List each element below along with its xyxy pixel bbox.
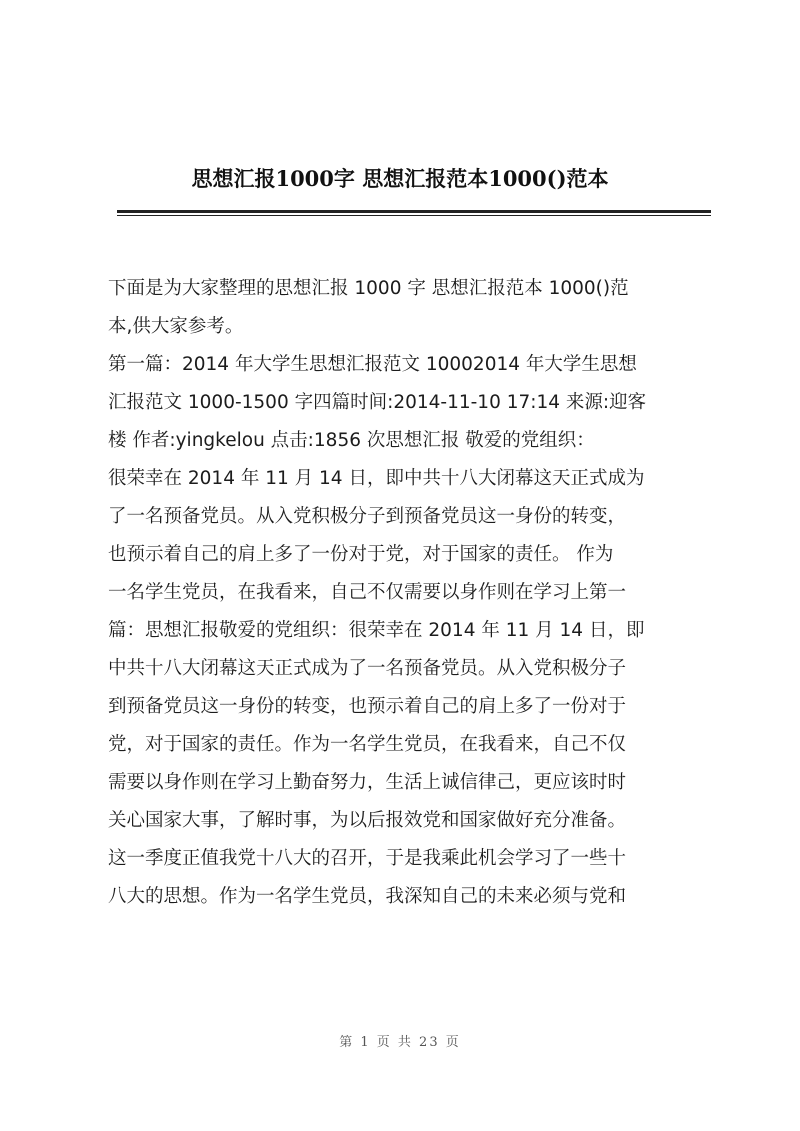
title-divider <box>117 210 711 216</box>
body-line: 到预备党员这一身份的转变，也预示着自己的肩上多了一份对于 <box>108 696 627 717</box>
body-line: 一名学生党员，在我看来，自己不仅需要以身作则在学习上第一 <box>108 582 627 603</box>
body-line: 这一季度正值我党十八大的召开，于是我乘此机会学习了一些十 <box>108 848 627 869</box>
body-line: 中共十八大闭幕这天正式成为了一名预备党员。从入党积极分子 <box>108 658 627 679</box>
body-line: 本,供大家参考。 <box>108 316 244 337</box>
body-line: 也预示着自己的肩上多了一份对于党，对于国家的责任。 作为 <box>108 544 614 565</box>
document-body <box>108 270 708 916</box>
body-line: 八大的思想。作为一名学生党员，我深知自己的未来必须与党和 <box>108 886 627 907</box>
page-number-footer: 第 1 页 共 23 页 <box>339 1035 461 1050</box>
body-line: 了一名预备党员。从入党积极分子到预备党员这一身份的转变， <box>108 506 627 527</box>
body-line: 党，对于国家的责任。作为一名学生党员，在我看来，自己不仅 <box>108 734 627 755</box>
page-title: 思想汇报1000字 思想汇报范本1000()范本 <box>191 166 609 191</box>
body-line: 第一篇：2014 年大学生思想汇报范文 10002014 年大学生思想 <box>108 354 637 375</box>
body-line: 篇：思想汇报敬爱的党组织：很荣幸在 2014 年 11 月 14 日，即 <box>108 620 645 641</box>
body-line: 关心国家大事，了解时事，为以后报效党和国家做好充分准备。 <box>108 810 627 831</box>
body-line: 楼 作者:yingkelou 点击:1856 次思想汇报 敬爱的党组织： <box>108 430 595 451</box>
body-line: 下面是为大家整理的思想汇报 1000 字 思想汇报范本 1000()范 <box>108 278 629 299</box>
body-line: 需要以身作则在学习上勤奋努力，生活上诚信律己，更应该时时 <box>108 772 627 793</box>
body-line: 汇报范文 1000-1500 字四篇时间:2014-11-10 17:14 来源:迎客 <box>108 392 647 413</box>
body-line: 很荣幸在 2014 年 11 月 14 日，即中共十八大闭幕这天正式成为 <box>108 468 645 489</box>
